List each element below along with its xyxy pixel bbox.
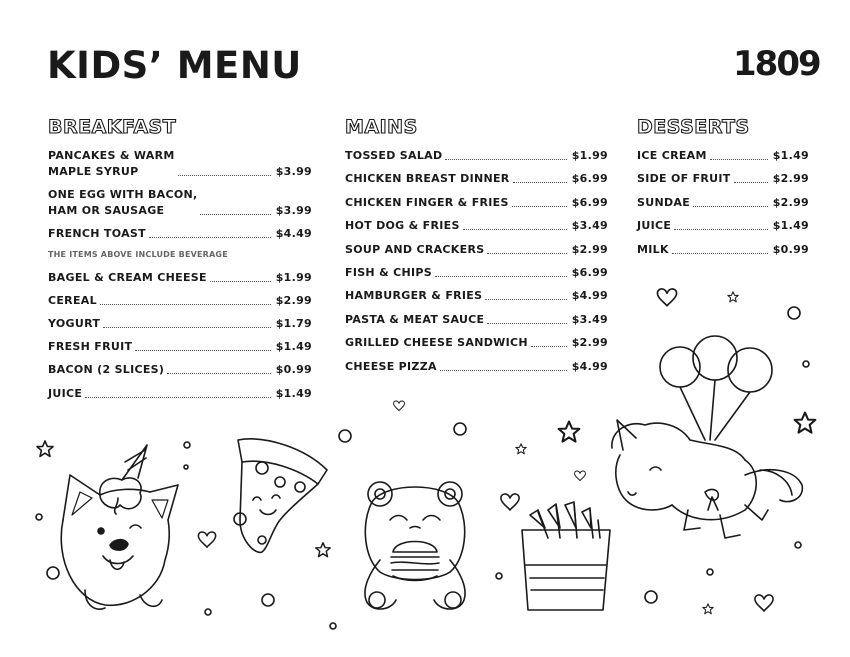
star-icon: [795, 413, 816, 433]
menu-item-name: HOT DOG & FRIES: [345, 219, 460, 233]
menu-item-name: BACON (2 SLICES): [48, 363, 165, 377]
star-icon: [728, 292, 738, 302]
mains-heading: MAINS: [345, 116, 418, 138]
breakfast-heading: BREAKFAST: [48, 116, 177, 138]
menu-item-name: ONE EGG WITH BACON, HAM OR SAUSAGE: [48, 188, 198, 218]
menu-item-name: JUICE: [48, 386, 83, 400]
star-icon: [37, 441, 53, 456]
heart-icon: [755, 595, 773, 611]
menu-item-price: $1.99: [571, 149, 608, 162]
menu-item-name: TOSSED SALAD: [345, 149, 443, 162]
menu-item-price: $3.99: [275, 204, 312, 218]
menu-item-name: SOUP AND CRACKERS: [345, 242, 485, 256]
unicorn-illustration: [612, 336, 803, 538]
menu-item-price: $1.79: [275, 316, 312, 330]
star-icon: [559, 422, 580, 442]
menu-item-price: $4.99: [571, 359, 608, 373]
menu-item-price: $6.99: [571, 195, 608, 209]
star-icon: [703, 604, 713, 614]
menu-item-price: $3.99: [275, 165, 312, 178]
menu-item-name: SIDE OF FRUIT: [637, 172, 731, 186]
menu-item-price: $6.99: [571, 265, 608, 279]
menu-item-name: CEREAL: [48, 293, 97, 307]
menu-item-name: CHEESE PIZZA: [345, 359, 437, 373]
menu-item-price: $2.99: [571, 242, 608, 256]
menu-item-name: HAMBURGER & FRIES: [345, 289, 483, 303]
heart-icon: [657, 289, 676, 306]
menu-item-price: $0.99: [772, 242, 809, 256]
menu-item-price: $4.99: [571, 289, 608, 303]
heart-icon: [501, 494, 519, 510]
menu-item-price: $6.99: [571, 172, 608, 186]
star-icon: [516, 444, 526, 454]
menu-item-price: $2.99: [275, 293, 312, 307]
menu-item-name: FRENCH TOAST: [48, 227, 146, 241]
menu-item-price: $2.99: [772, 195, 809, 209]
menu-item-price: $1.49: [772, 149, 809, 162]
menu-item-name: PASTA & MEAT SAUCE: [345, 312, 485, 326]
menu-item-name: GRILLED CHEESE SANDWICH: [345, 336, 528, 350]
corgi-illustration: [61, 445, 178, 609]
fries-illustration: [522, 502, 610, 610]
menu-item-name: PANCAKES & WARM MAPLE SYRUP: [48, 149, 175, 178]
heart-icon: [394, 401, 405, 411]
menu-item-price: $2.99: [571, 336, 608, 350]
menu-item-price: $1.99: [275, 270, 312, 284]
menu-item-price: $4.49: [275, 227, 312, 241]
menu-item-name: CHICKEN BREAST DINNER: [345, 172, 510, 186]
desserts-heading: DESSERTS: [637, 116, 750, 138]
menu-title: KIDS’ MENU: [47, 44, 302, 87]
menu-item-name: CHICKEN FINGER & FRIES: [345, 195, 509, 209]
bear-illustration: [365, 482, 465, 609]
menu-item-price: $3.49: [571, 219, 608, 233]
menu-item-price: $3.49: [571, 312, 608, 326]
menu-item-name: FRESH FRUIT: [48, 340, 133, 354]
menu-item-name: YOGURT: [48, 316, 101, 330]
heart-icon: [575, 471, 586, 481]
star-icon: [316, 543, 330, 557]
menu-item-name: SUNDAE: [637, 195, 691, 209]
menu-item-name: BAGEL & CREAM CHEESE: [48, 270, 207, 284]
brand-logo: 1809: [733, 44, 820, 84]
menu-item-price: $1.49: [275, 340, 312, 354]
menu-item-price: $2.99: [772, 172, 809, 186]
beverage-note: THE ITEMS ABOVE INCLUDE BEVERAGE: [48, 249, 228, 259]
menu-item-name: FISH & CHIPS: [345, 265, 432, 279]
heart-icon: [198, 532, 215, 547]
menu-item-price: $1.49: [772, 219, 809, 233]
menu-item-name: MILK: [637, 242, 669, 256]
menu-item-name: JUICE: [637, 219, 672, 233]
menu-item-name: ICE CREAM: [637, 149, 707, 162]
pizza-illustration: [234, 439, 327, 552]
menu-item-price: $1.49: [275, 386, 312, 400]
menu-item-price: $0.99: [275, 363, 312, 377]
